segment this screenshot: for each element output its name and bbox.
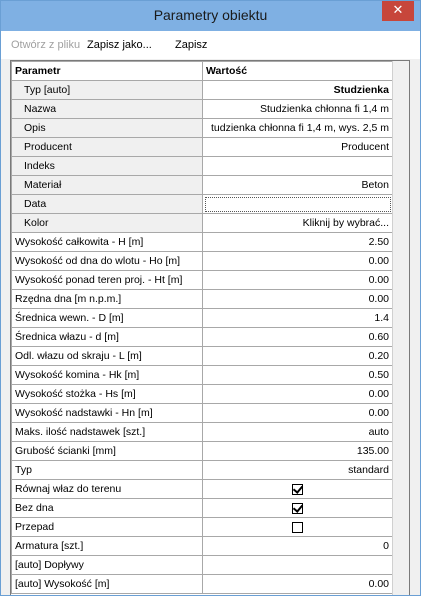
parameter-name: Średnica włazu - d [m] (12, 328, 203, 347)
parameter-name: Typ (12, 461, 203, 480)
parameter-value[interactable]: auto (203, 423, 393, 442)
save-button[interactable]: Zapisz (175, 39, 208, 51)
table-row[interactable] (12, 138, 393, 157)
parameter-name: Wysokość całkowita - H [m] (12, 233, 203, 252)
parameter-name: Maks. ilość nadstawek [szt.] (12, 423, 203, 442)
save-as-button[interactable]: Zapisz jako... (87, 39, 152, 51)
parameter-name: Wysokość nadstawki - Hn [m] (12, 404, 203, 423)
column-header-parameter[interactable]: Parametr (12, 62, 203, 81)
parameter-value[interactable]: Kliknij by wybrać... (203, 214, 393, 233)
parameter-checkbox-cell[interactable] (203, 518, 393, 537)
parameter-name: Średnica wewn. - D [m] (12, 309, 203, 328)
parameter-name: Wysokość od dna do wlotu - Ho [m] (12, 252, 203, 271)
parameter-checkbox-cell[interactable] (203, 480, 393, 499)
table-row[interactable] (12, 423, 393, 442)
parameter-name: Indeks (12, 157, 203, 176)
table-row[interactable] (12, 100, 393, 119)
property-grid (10, 60, 410, 596)
table-row[interactable] (12, 195, 393, 214)
title-bar[interactable] (1, 1, 420, 31)
parameter-name: Wysokość stożka - Hs [m] (12, 385, 203, 404)
table-row[interactable] (12, 461, 393, 480)
column-header-value[interactable]: Wartość (203, 62, 393, 81)
parameter-name: Data (12, 195, 203, 214)
parameter-value[interactable]: standard (203, 461, 393, 480)
parameter-value[interactable]: Producent (203, 138, 393, 157)
parameter-value[interactable]: 0.20 (203, 347, 393, 366)
parameter-value[interactable] (203, 195, 393, 214)
parameter-name: [auto] Wysokość [m] (12, 575, 203, 594)
table-row[interactable] (12, 537, 393, 556)
table-row[interactable] (12, 252, 393, 271)
property-table (11, 61, 393, 594)
toolbar (1, 31, 420, 59)
parameter-value[interactable]: Beton (203, 176, 393, 195)
table-row[interactable] (12, 575, 393, 594)
parameter-name: [auto] Dopływy (12, 556, 203, 575)
parameter-value[interactable]: 135.00 (203, 442, 393, 461)
parameter-value[interactable]: 0.00 (203, 575, 393, 594)
parameter-name: Odl. włazu od skraju - L [m] (12, 347, 203, 366)
parameter-value[interactable]: Studzienka chłonna fi 1,4 m (203, 100, 393, 119)
parameter-name: Równaj właz do terenu (12, 480, 203, 499)
parameter-value[interactable]: 0.00 (203, 404, 393, 423)
table-row[interactable] (12, 366, 393, 385)
parameter-name: Armatura [szt.] (12, 537, 203, 556)
parameter-value[interactable] (203, 556, 393, 575)
parameter-value[interactable]: 0.50 (203, 366, 393, 385)
table-row[interactable] (12, 214, 393, 233)
table-row[interactable] (12, 347, 393, 366)
window-title: Parametry obiektu (153, 7, 268, 23)
parameter-value[interactable]: Studzienka (203, 81, 393, 100)
table-row[interactable] (12, 309, 393, 328)
parameter-name: Typ [auto] (12, 81, 203, 100)
table-row[interactable] (12, 176, 393, 195)
parameter-name: Opis (12, 119, 203, 138)
checkbox-unchecked-icon[interactable] (292, 522, 303, 533)
table-row[interactable] (12, 556, 393, 575)
table-row[interactable] (12, 290, 393, 309)
parameter-value[interactable]: 0.00 (203, 290, 393, 309)
parameter-name: Kolor (12, 214, 203, 233)
parameter-name: Wysokość ponad teren proj. - Ht [m] (12, 271, 203, 290)
table-row[interactable] (12, 480, 393, 499)
table-row[interactable] (12, 81, 393, 100)
parameter-name: Przepad (12, 518, 203, 537)
table-row[interactable] (12, 518, 393, 537)
checkbox-checked-icon[interactable] (292, 503, 303, 514)
parameter-value[interactable] (203, 157, 393, 176)
table-row[interactable] (12, 271, 393, 290)
parameter-name: Grubość ścianki [mm] (12, 442, 203, 461)
table-row[interactable] (12, 404, 393, 423)
table-row[interactable] (12, 385, 393, 404)
parameter-value[interactable]: 0.00 (203, 252, 393, 271)
table-row[interactable] (12, 157, 393, 176)
table-header-row (12, 62, 393, 81)
parameter-name: Wysokość komina - Hk [m] (12, 366, 203, 385)
parameter-value[interactable]: 0.00 (203, 385, 393, 404)
parameter-name: Nazwa (12, 100, 203, 119)
parameter-name: Rzędna dna [m n.p.m.] (12, 290, 203, 309)
parameter-value[interactable]: 1.4 (203, 309, 393, 328)
parameter-value[interactable]: 0.00 (203, 271, 393, 290)
parameter-name: Materiał (12, 176, 203, 195)
parameter-checkbox-cell[interactable] (203, 499, 393, 518)
vertical-scrollbar[interactable] (392, 61, 409, 596)
close-button[interactable]: ✕ (382, 1, 414, 21)
parameter-value[interactable]: 0.60 (203, 328, 393, 347)
table-row[interactable] (12, 442, 393, 461)
parameter-name: Bez dna (12, 499, 203, 518)
table-row[interactable] (12, 499, 393, 518)
parameter-name: Producent (12, 138, 203, 157)
parameter-value[interactable]: tudzienka chłonna fi 1,4 m, wys. 2,5 m (203, 119, 393, 138)
parameter-value[interactable]: 2.50 (203, 233, 393, 252)
table-row[interactable] (12, 233, 393, 252)
table-row[interactable] (12, 119, 393, 138)
checkbox-checked-icon[interactable] (292, 484, 303, 495)
table-row[interactable] (12, 328, 393, 347)
open-from-file-button[interactable]: Otwórz z pliku (11, 39, 81, 51)
parameter-value[interactable]: 0 (203, 537, 393, 556)
